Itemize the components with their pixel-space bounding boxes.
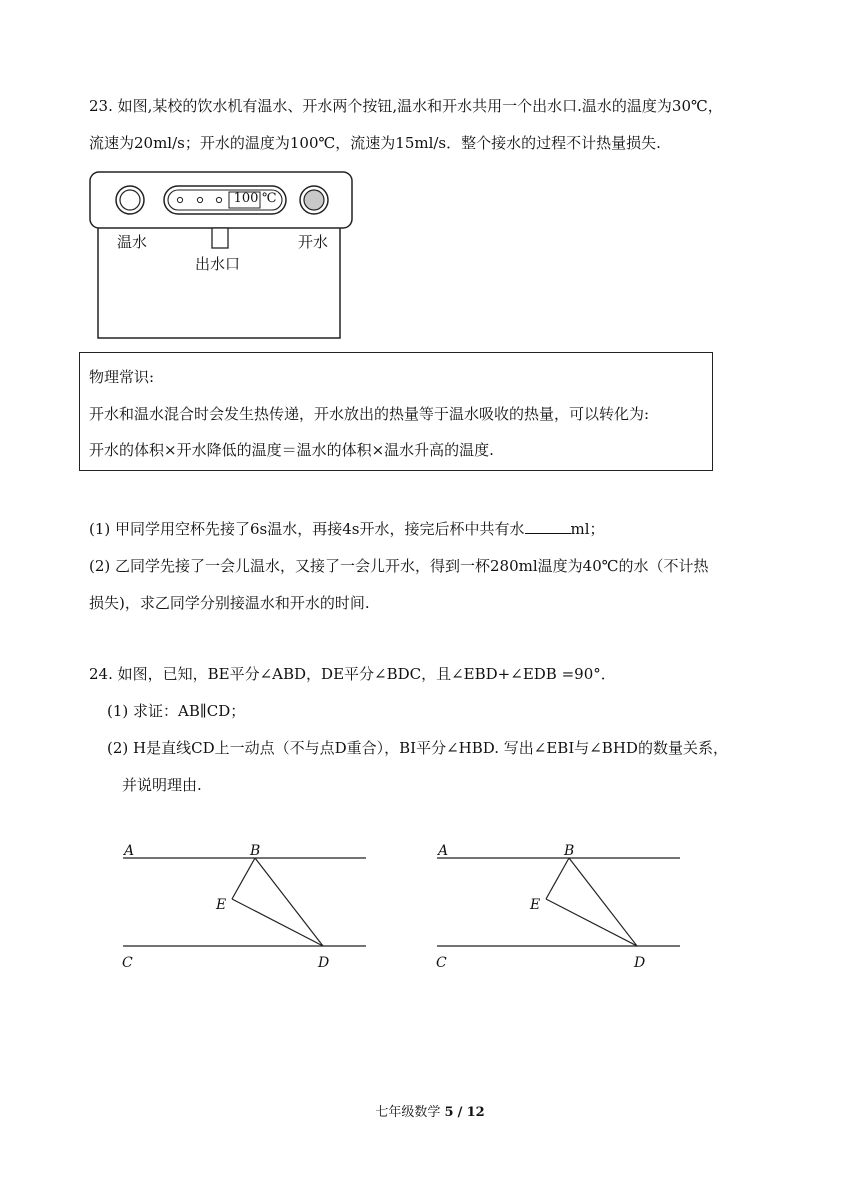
label-a: A: [438, 843, 449, 859]
footer-page: 5: [444, 1105, 454, 1120]
footer-total: 12: [466, 1105, 485, 1120]
warm-water-label: 温水: [117, 233, 148, 251]
segment-bd: [569, 858, 637, 946]
q23-part2-line2: 损失)，求乙同学分别接温水和开水的时间.: [89, 594, 370, 612]
footer-sep: /: [457, 1105, 463, 1120]
q24-line1: 24. 如图，已知，BE平分∠ABD，DE平分∠BDC，且∠EBD+∠EDB =90°．: [89, 665, 616, 683]
label-b: B: [564, 843, 575, 859]
label-d: D: [318, 955, 330, 971]
label-e: E: [216, 897, 227, 913]
answer-blank[interactable]: [525, 519, 571, 534]
footer-text: 七年级数学: [375, 1105, 441, 1120]
q23-line2: 流速为20ml/s；开水的温度为100℃，流速为15ml/s．整个接水的过程不计热量损失.: [89, 134, 661, 152]
label-e: E: [530, 897, 541, 913]
label-b: B: [250, 843, 261, 859]
q23-part1-text: (1) 甲同学用空杯先接了6s温水，再接4s开水，接完后杯中共有水: [89, 520, 525, 538]
q23-part2-line1: (2) 乙同学先接了一会儿温水，又接了一会儿开水，得到一杯280ml温度为40℃的水（不计热: [89, 557, 709, 575]
q24-part2-line2: 并说明理由.: [122, 776, 202, 794]
display-unit: ℃: [262, 191, 277, 206]
segment-ed: [546, 899, 637, 946]
box-line2: 开水的体积×开水降低的温度＝温水的体积×温水升高的温度.: [89, 441, 494, 459]
q23-line1: 23. 如图,某校的饮水机有温水、开水两个按钮,温水和开水共用一个出水口.温水的温度为30℃，: [89, 97, 723, 115]
geometry-figure-right: [437, 858, 680, 946]
box-title: 物理常识:: [89, 368, 155, 386]
label-d: D: [634, 955, 646, 971]
q24-part1: (1) 求证：AB∥CD；: [107, 702, 246, 720]
label-c: C: [122, 955, 133, 971]
q23-part1-unit: ml；: [570, 520, 605, 538]
label-c: C: [436, 955, 447, 971]
geometry-figure-left: [123, 858, 366, 946]
segment-ed: [232, 899, 323, 946]
outlet-label: 出水口: [195, 255, 241, 273]
box-line1: 开水和温水混合时会发生热传递，开水放出的热量等于温水吸收的热量，可以转化为:: [89, 405, 650, 423]
page-footer: [0, 1101, 860, 1120]
boiling-water-label: 开水: [298, 233, 329, 251]
segment-be: [232, 858, 255, 899]
label-a: A: [124, 843, 135, 859]
boil-button-icon: [304, 190, 324, 210]
display-value: 100: [233, 191, 259, 206]
outlet-spout: [212, 228, 228, 248]
q24-part2-line1: (2) H是直线CD上一动点（不与点D重合），BI平分∠HBD. 写出∠EBI与∠BHD的数量关系，: [107, 739, 728, 757]
q23-part1: [89, 519, 605, 539]
segment-be: [546, 858, 569, 899]
segment-bd: [255, 858, 323, 946]
